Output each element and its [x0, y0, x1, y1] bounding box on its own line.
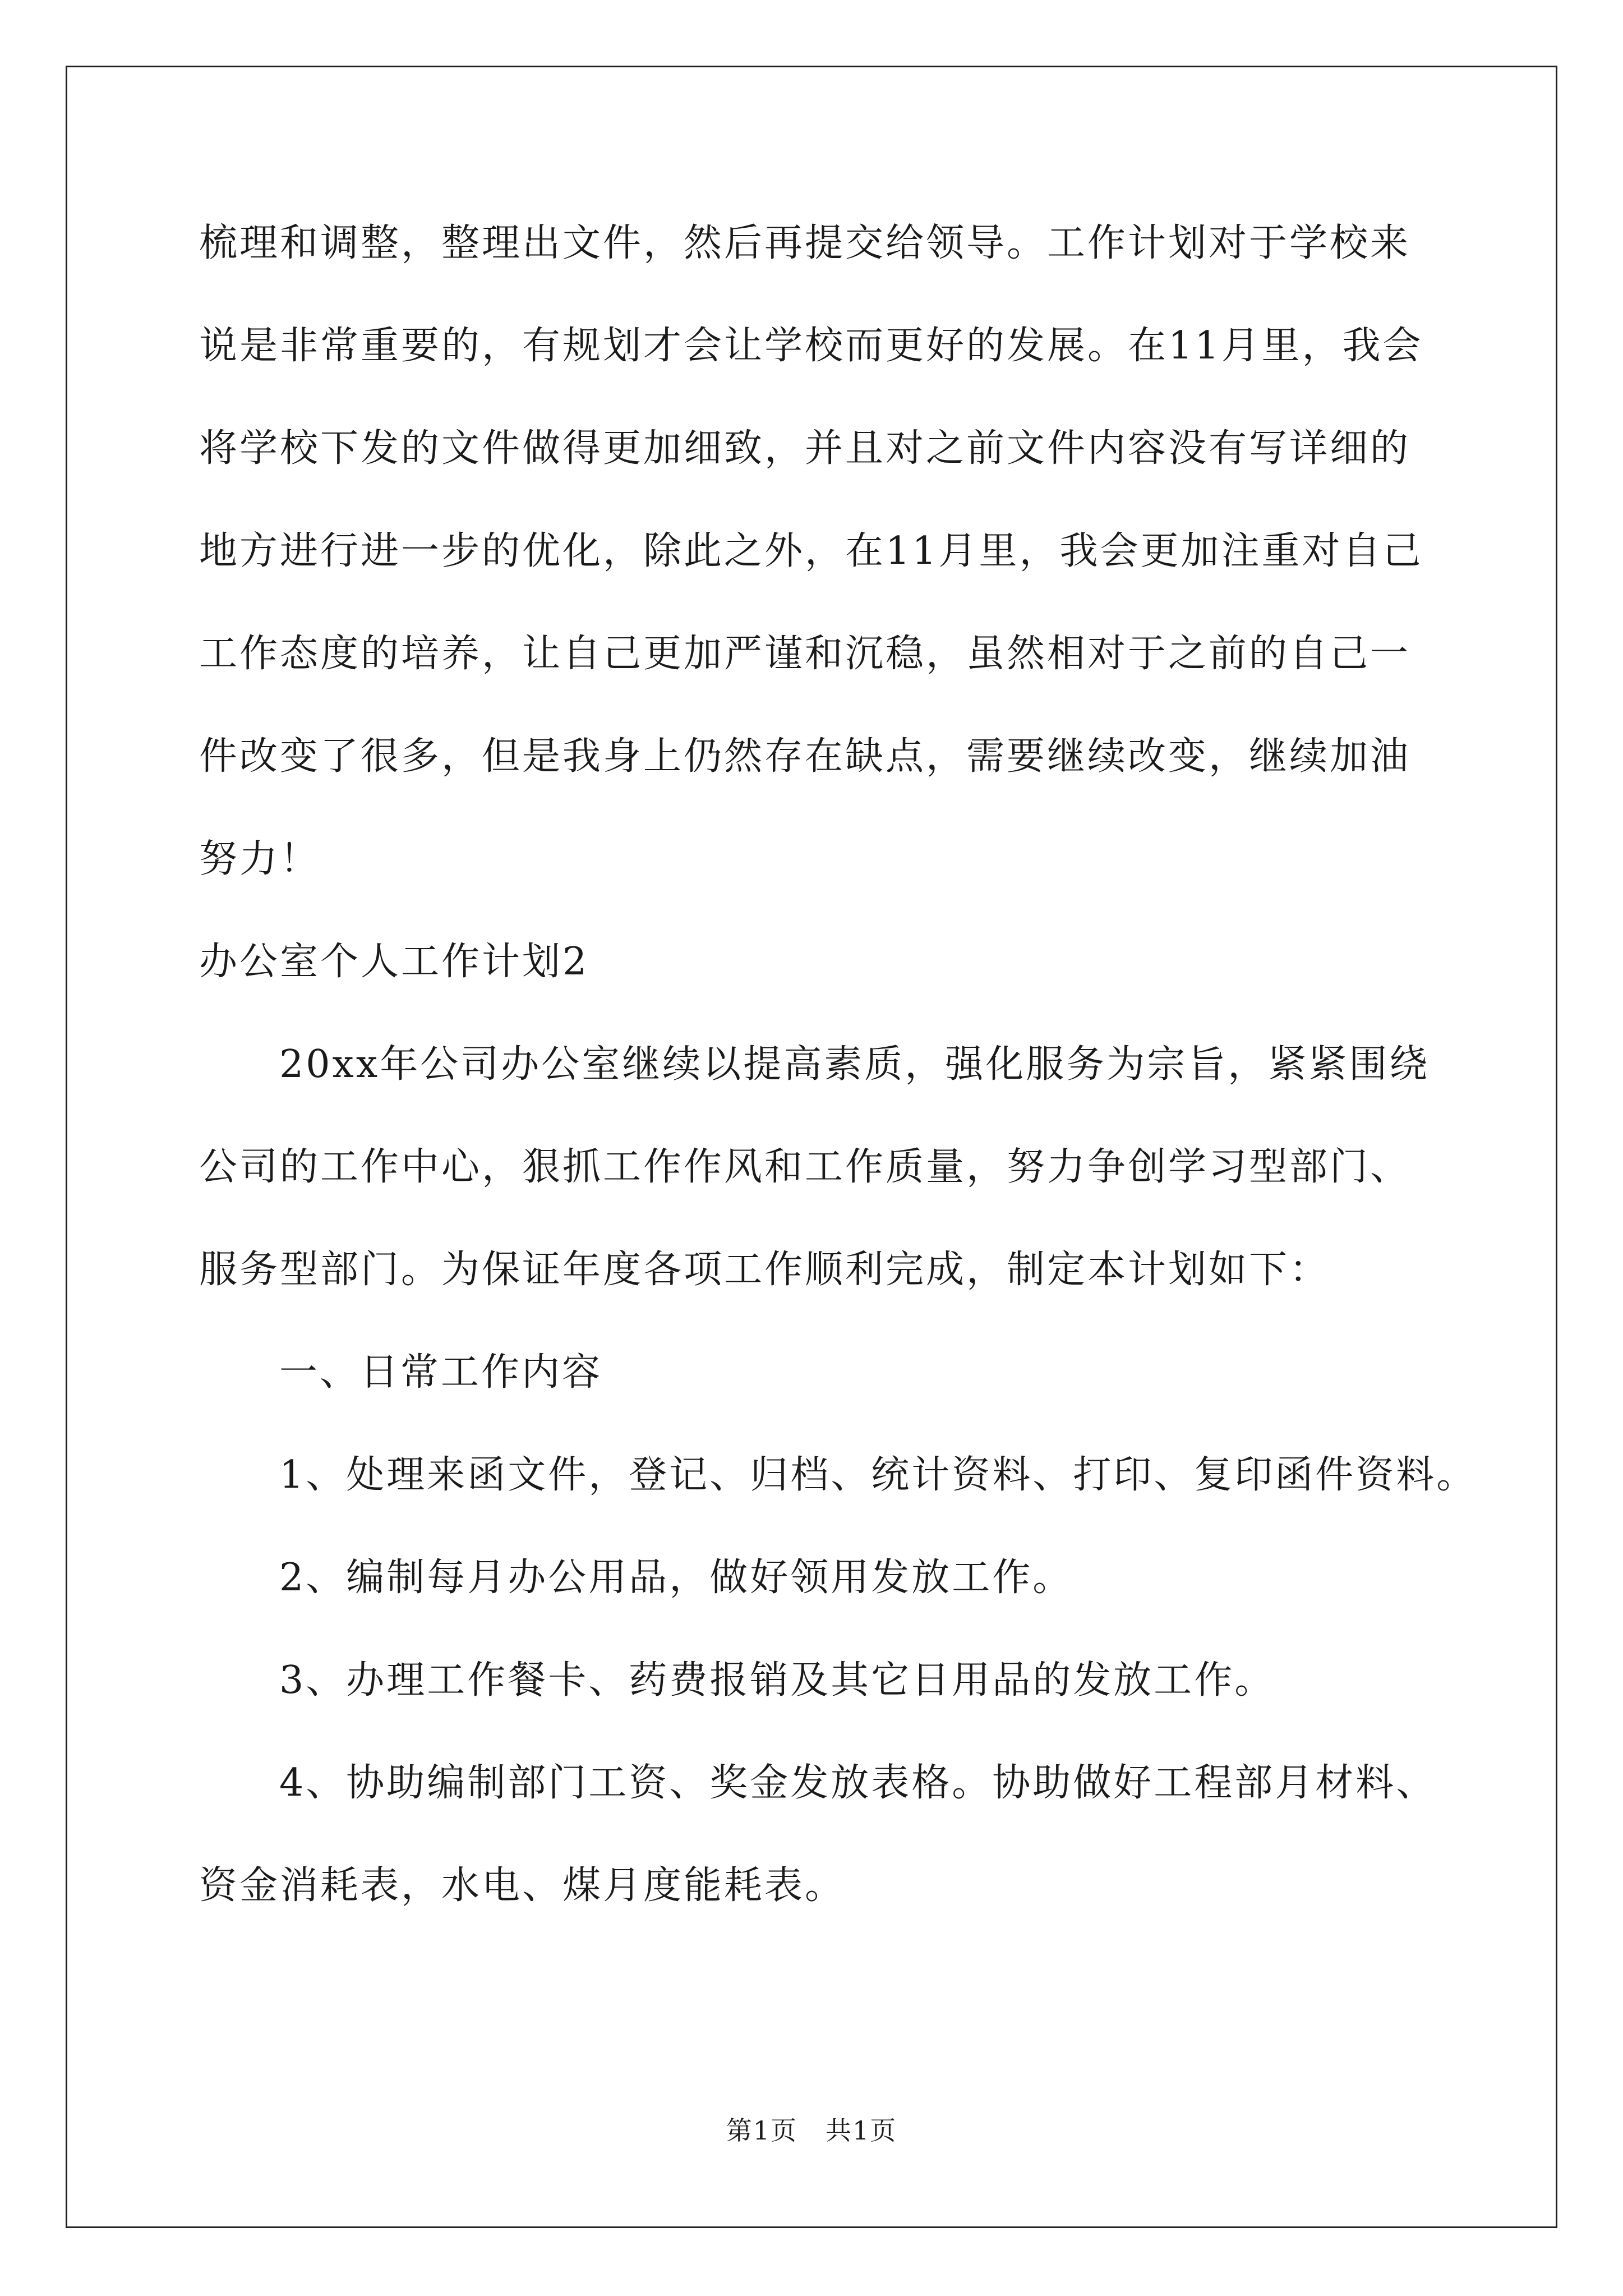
list-item-continuation: 资金消耗表，水电、煤月度能耗表。	[199, 1864, 846, 1908]
paragraph-line: 服务型部门。为保证年度各项工作顺利完成，制定本计划如下：	[199, 1248, 1330, 1292]
paragraph-line: 努力！	[199, 837, 321, 881]
paragraph-line: 梳理和调整，整理出文件，然后再提交给领导。工作计划对于学校来	[199, 221, 1411, 265]
page-footer	[0, 2115, 1623, 2146]
paragraph-line: 公司的工作中心，狠抓工作作风和工作质量，努力争创学习型部门、	[199, 1145, 1411, 1189]
subsection-heading: 一、日常工作内容	[279, 1350, 603, 1395]
list-item: 3、办理工作餐卡、药费报销及其它日用品的发放工作。	[279, 1658, 1275, 1703]
paragraph-line: 工作态度的培养，让自己更加严谨和沉稳，虽然相对于之前的自己一	[199, 632, 1411, 676]
list-item: 4、协助编制部门工资、奖金发放表格。协助做好工程部月材料、	[279, 1761, 1437, 1805]
page-number: 第1页	[726, 2115, 798, 2146]
paragraph-line: 将学校下发的文件做得更加细致，并且对之前文件内容没有写详细的	[199, 426, 1411, 471]
list-item: 2、编制每月办公用品，做好领用发放工作。	[279, 1556, 1073, 1600]
document-body	[199, 219, 1500, 1911]
paragraph-line: 件改变了很多，但是我身上仍然存在缺点，需要继续改变，继续加油	[199, 734, 1411, 779]
paragraph-line: 20xx年公司办公室继续以提高素质，强化服务为宗旨，紧紧围绕	[279, 1042, 1430, 1087]
page-total: 共1页	[825, 2115, 897, 2146]
section-heading: 办公室个人工作计划2	[199, 940, 589, 984]
list-item: 1、处理来函文件，登记、归档、统计资料、打印、复印函件资料。	[279, 1453, 1477, 1497]
paragraph-line: 地方进行进一步的优化，除此之外，在11月里，我会更加注重对自己	[199, 529, 1423, 573]
paragraph-line: 说是非常重要的，有规划才会让学校而更好的发展。在11月里，我会	[199, 324, 1423, 368]
